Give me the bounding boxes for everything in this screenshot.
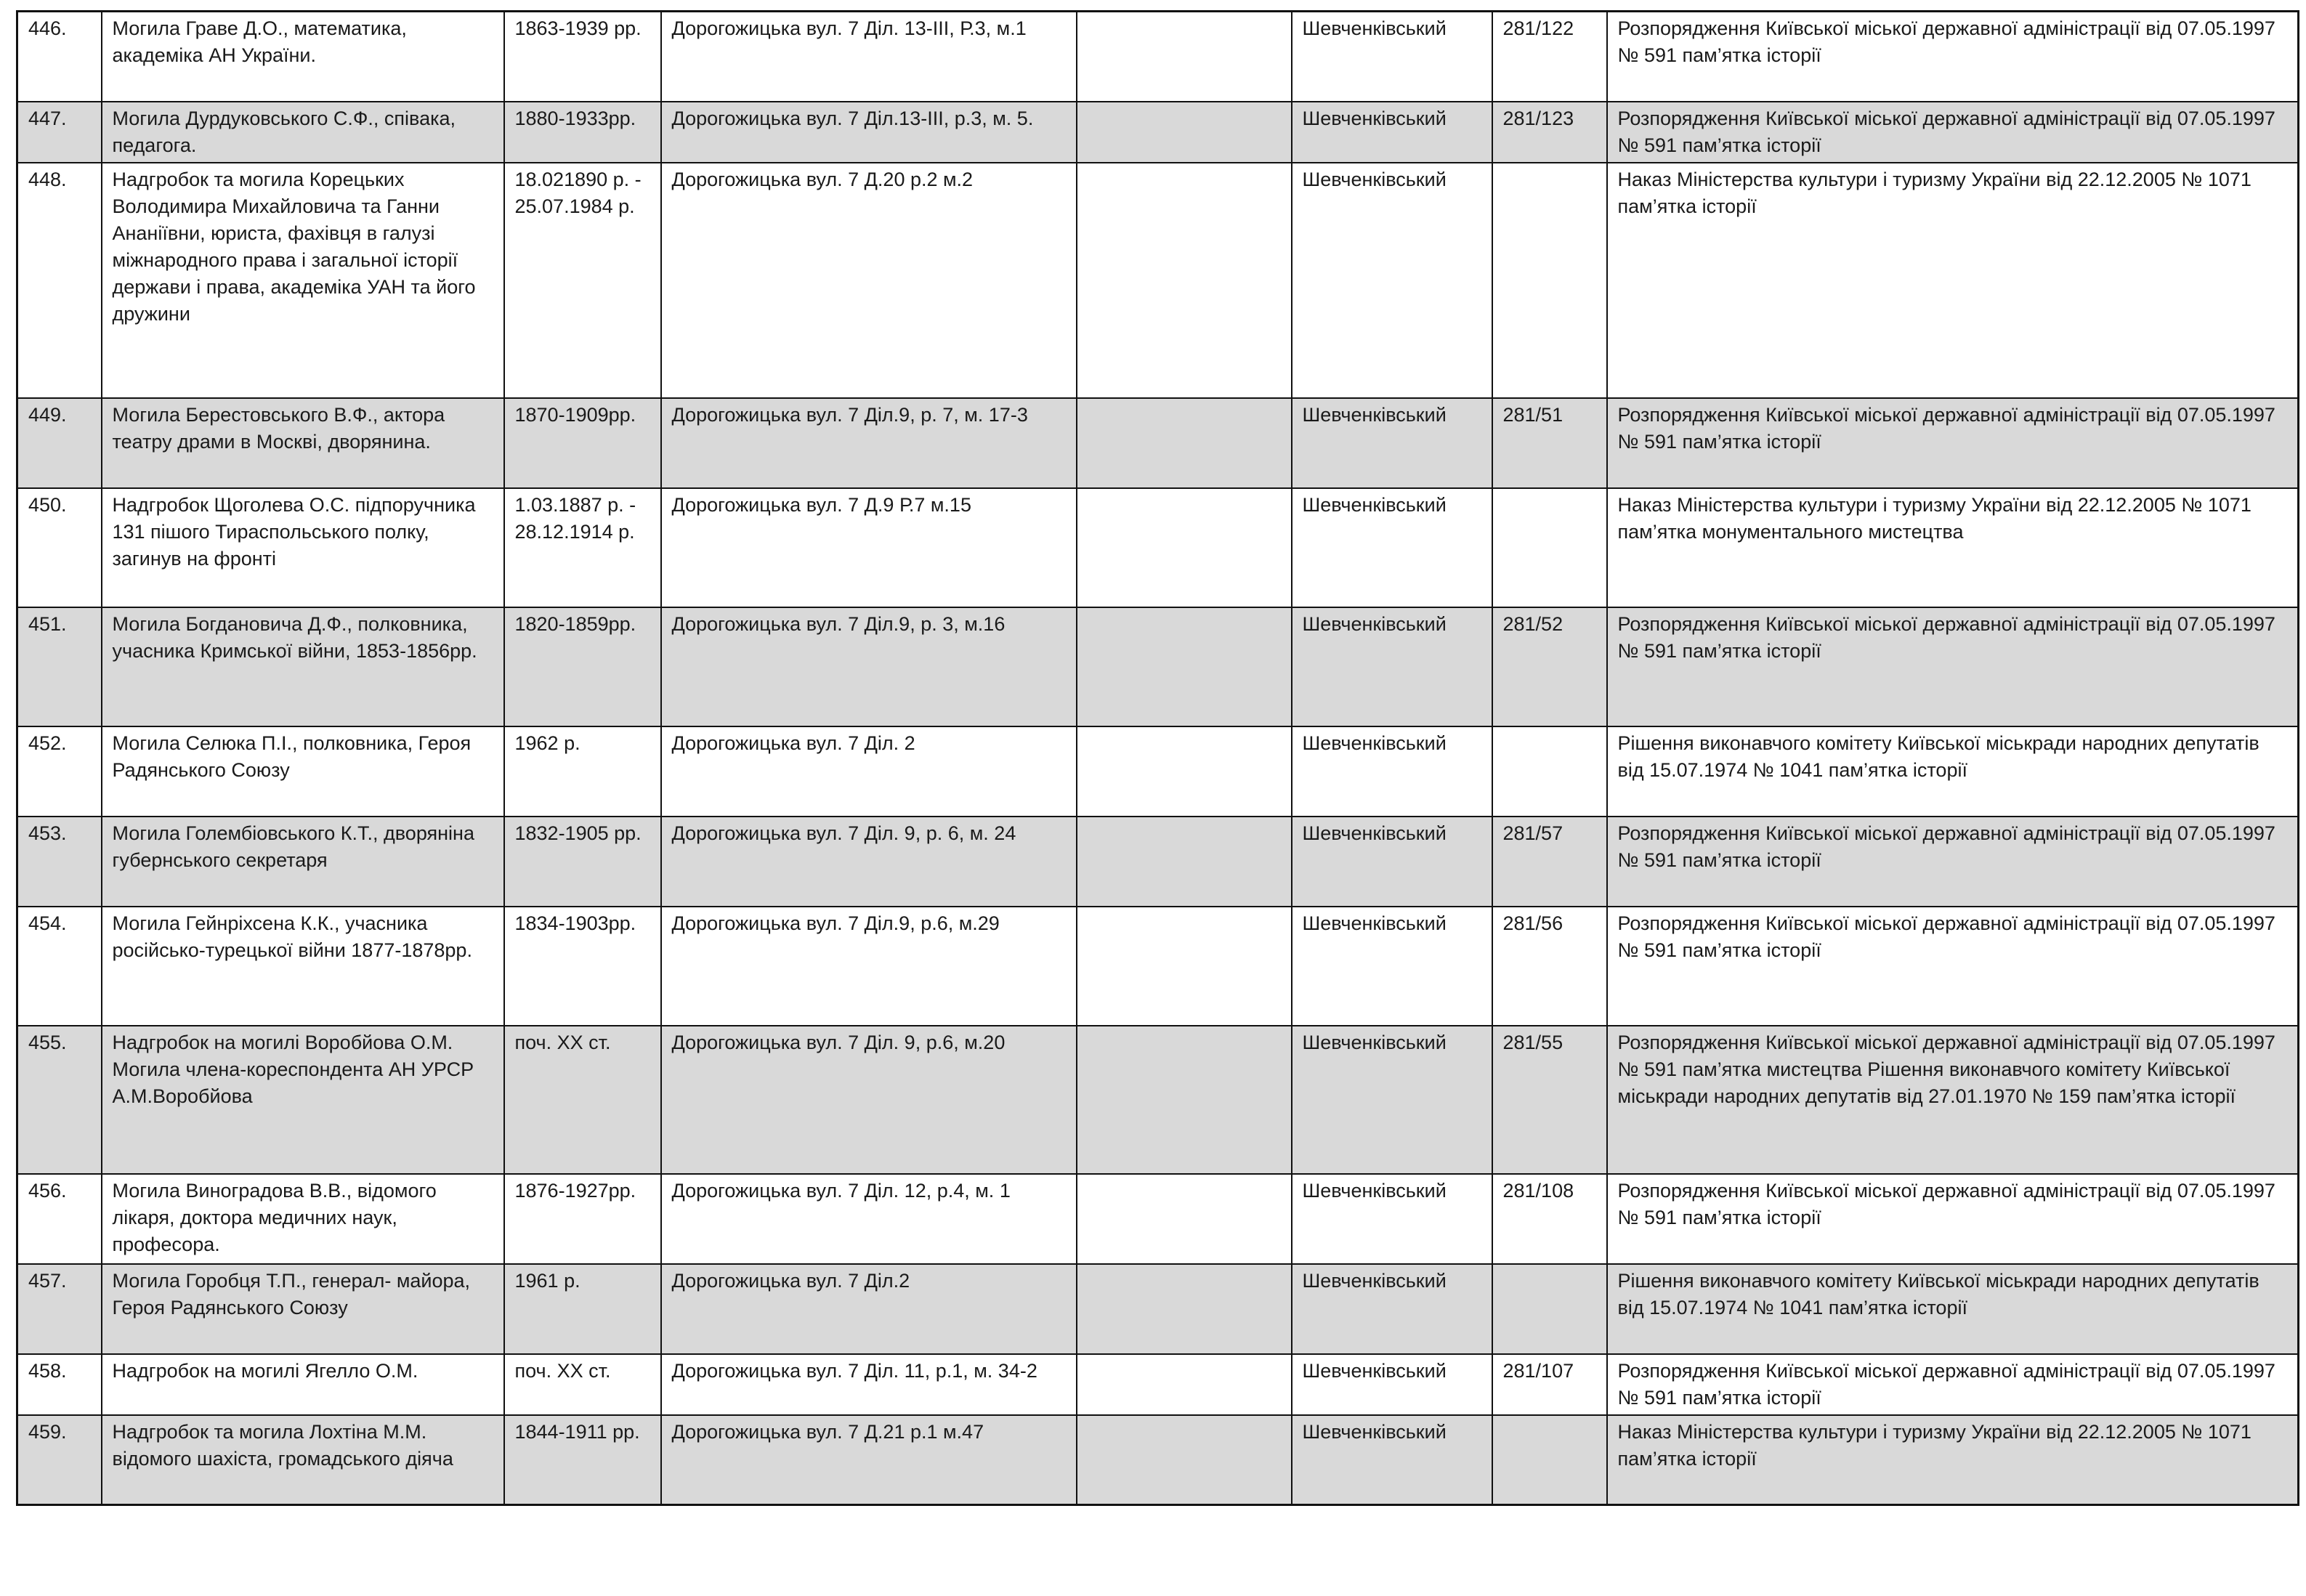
- table-row: [17, 163, 2299, 398]
- legal-document-cell: Розпорядження Київської міської державної адміністрації від 07.05.1997 № 591 пам’ятка історії: [1607, 398, 2299, 488]
- address-cell: Дорогожицька вул. 7 Діл.9, р. 7, м. 17-3: [661, 398, 1077, 488]
- registry-code-cell: 281/107: [1492, 1354, 1607, 1415]
- legal-document-cell: Розпорядження Київської міської державної адміністрації від 07.05.1997 № 591 пам’ятка історії: [1607, 907, 2299, 1026]
- district-cell: Шевченківський: [1292, 102, 1492, 163]
- dates-cell: 1876-1927рр.: [504, 1174, 661, 1264]
- table-row: [17, 102, 2299, 163]
- monuments-table-body: [17, 12, 2299, 1505]
- monument-name-cell: Могила Виноградова В.В., відомого лікаря, доктора медичних наук, професора.: [102, 1174, 504, 1264]
- dates-cell: 1863-1939 рр.: [504, 12, 661, 102]
- monument-name-cell: Надгробок Щоголева О.С. підпоручника 131 пішого Тираспольського полку, загинув на фронті: [102, 488, 504, 607]
- monument-name-cell: Надгробок на могилі Воробйова О.М. Могила члена-кореспондента АН УРСР А.М.Воробйова: [102, 1026, 504, 1174]
- empty-cell: [1077, 726, 1292, 817]
- address-cell: Дорогожицька вул. 7 Д.21 р.1 м.47: [661, 1415, 1077, 1505]
- monuments-table: [16, 10, 2299, 1506]
- legal-document-cell: Розпорядження Київської міської державної адміністрації від 07.05.1997 № 591 пам’ятка історії: [1607, 817, 2299, 907]
- dates-cell: 1961 р.: [504, 1264, 661, 1354]
- row-number-cell: 459.: [17, 1415, 102, 1505]
- table-row: [17, 817, 2299, 907]
- registry-code-cell: [1492, 1264, 1607, 1354]
- table-row: [17, 1026, 2299, 1174]
- dates-cell: 18.021890 р. - 25.07.1984 р.: [504, 163, 661, 398]
- monument-name-cell: Надгробок та могила Корецьких Володимира Михайловича та Ганни Ананіївни, юриста, фахівця в галузі міжнародного права і загальної історії держави і права, академіка УАН та його дружини: [102, 163, 504, 398]
- legal-document-cell: Наказ Міністерства культури і туризму України від 22.12.2005 № 1071 пам’ятка історії: [1607, 163, 2299, 398]
- empty-cell: [1077, 1264, 1292, 1354]
- monument-name-cell: Могила Голембіовського К.Т., дворяніна губернського секретаря: [102, 817, 504, 907]
- district-cell: Шевченківський: [1292, 1174, 1492, 1264]
- monument-name-cell: Могила Берестовського В.Ф., актора театру драми в Москві, дворянина.: [102, 398, 504, 488]
- dates-cell: 1834-1903рр.: [504, 907, 661, 1026]
- dates-cell: 1.03.1887 р. - 28.12.1914 р.: [504, 488, 661, 607]
- row-number-cell: 453.: [17, 817, 102, 907]
- district-cell: Шевченківський: [1292, 607, 1492, 726]
- address-cell: Дорогожицька вул. 7 Діл.2: [661, 1264, 1077, 1354]
- legal-document-cell: Розпорядження Київської міської державної адміністрації від 07.05.1997 № 591 пам’ятка історії: [1607, 1354, 2299, 1415]
- empty-cell: [1077, 817, 1292, 907]
- table-row: [17, 907, 2299, 1026]
- legal-document-cell: Розпорядження Київської міської державної адміністрації від 07.05.1997 № 591 пам’ятка історії: [1607, 607, 2299, 726]
- monument-name-cell: Могила Дурдуковського С.Ф., співака, педагога.: [102, 102, 504, 163]
- district-cell: Шевченківський: [1292, 817, 1492, 907]
- registry-code-cell: 281/55: [1492, 1026, 1607, 1174]
- district-cell: Шевченківський: [1292, 907, 1492, 1026]
- dates-cell: поч. ХХ ст.: [504, 1026, 661, 1174]
- district-cell: Шевченківський: [1292, 12, 1492, 102]
- legal-document-cell: Розпорядження Київської міської державної адміністрації від 07.05.1997 № 591 пам’ятка історії: [1607, 1174, 2299, 1264]
- monument-name-cell: Могила Граве Д.О., математика, академіка АН України.: [102, 12, 504, 102]
- dates-cell: 1880-1933рр.: [504, 102, 661, 163]
- empty-cell: [1077, 488, 1292, 607]
- empty-cell: [1077, 1174, 1292, 1264]
- district-cell: Шевченківський: [1292, 1026, 1492, 1174]
- monument-name-cell: Надгробок та могила Лохтіна М.М. відомого шахіста, громадського діяча: [102, 1415, 504, 1505]
- district-cell: Шевченківський: [1292, 163, 1492, 398]
- address-cell: Дорогожицька вул. 7 Діл.13-ІІІ, р.3, м. 5.: [661, 102, 1077, 163]
- row-number-cell: 449.: [17, 398, 102, 488]
- empty-cell: [1077, 163, 1292, 398]
- row-number-cell: 455.: [17, 1026, 102, 1174]
- row-number-cell: 447.: [17, 102, 102, 163]
- district-cell: Шевченківський: [1292, 398, 1492, 488]
- registry-code-cell: [1492, 488, 1607, 607]
- legal-document-cell: Наказ Міністерства культури і туризму України від 22.12.2005 № 1071 пам’ятка історії: [1607, 1415, 2299, 1505]
- registry-code-cell: 281/122: [1492, 12, 1607, 102]
- empty-cell: [1077, 398, 1292, 488]
- address-cell: Дорогожицька вул. 7 Діл. 9, р. 6, м. 24: [661, 817, 1077, 907]
- registry-code-cell: [1492, 726, 1607, 817]
- empty-cell: [1077, 1354, 1292, 1415]
- row-number-cell: 448.: [17, 163, 102, 398]
- legal-document-cell: Розпорядження Київської міської державної адміністрації від 07.05.1997 № 591 пам’ятка історії: [1607, 102, 2299, 163]
- table-row: [17, 1354, 2299, 1415]
- registry-code-cell: 281/51: [1492, 398, 1607, 488]
- address-cell: Дорогожицька вул. 7 Д.20 р.2 м.2: [661, 163, 1077, 398]
- table-row: [17, 607, 2299, 726]
- legal-document-cell: Рішення виконавчого комітету Київської міськради народних депутатів від 15.07.1974 № 1041 пам’ятка історії: [1607, 1264, 2299, 1354]
- table-row: [17, 12, 2299, 102]
- address-cell: Дорогожицька вул. 7 Діл. 2: [661, 726, 1077, 817]
- row-number-cell: 452.: [17, 726, 102, 817]
- empty-cell: [1077, 1026, 1292, 1174]
- empty-cell: [1077, 907, 1292, 1026]
- legal-document-cell: Розпорядження Київської міської державної адміністрації від 07.05.1997 № 591 пам’ятка історії: [1607, 12, 2299, 102]
- empty-cell: [1077, 1415, 1292, 1505]
- dates-cell: 1844-1911 рр.: [504, 1415, 661, 1505]
- table-row: [17, 726, 2299, 817]
- address-cell: Дорогожицька вул. 7 Діл.9, р.6, м.29: [661, 907, 1077, 1026]
- table-row: [17, 398, 2299, 488]
- empty-cell: [1077, 607, 1292, 726]
- row-number-cell: 451.: [17, 607, 102, 726]
- dates-cell: 1832-1905 рр.: [504, 817, 661, 907]
- table-row: [17, 1415, 2299, 1505]
- address-cell: Дорогожицька вул. 7 Діл. 11, р.1, м. 34-2: [661, 1354, 1077, 1415]
- monument-name-cell: Надгробок на могилі Ягелло О.М.: [102, 1354, 504, 1415]
- table-row: [17, 488, 2299, 607]
- address-cell: Дорогожицька вул. 7 Діл. 12, р.4, м. 1: [661, 1174, 1077, 1264]
- registry-code-cell: 281/52: [1492, 607, 1607, 726]
- monument-name-cell: Могила Гейнріхсена К.К., учасника російсько-турецької війни 1877-1878рр.: [102, 907, 504, 1026]
- monument-name-cell: Могила Селюка П.І., полковника, Героя Радянського Союзу: [102, 726, 504, 817]
- district-cell: Шевченківський: [1292, 1264, 1492, 1354]
- registry-code-cell: 281/57: [1492, 817, 1607, 907]
- address-cell: Дорогожицька вул. 7 Діл. 13-ІІІ, Р.3, м.1: [661, 12, 1077, 102]
- monument-name-cell: Могила Богдановича Д.Ф., полковника, учасника Кримської війни, 1853-1856рр.: [102, 607, 504, 726]
- dates-cell: 1870-1909рр.: [504, 398, 661, 488]
- district-cell: Шевченківський: [1292, 726, 1492, 817]
- row-number-cell: 456.: [17, 1174, 102, 1264]
- legal-document-cell: Наказ Міністерства культури і туризму України від 22.12.2005 № 1071 пам’ятка монументального мистецтва: [1607, 488, 2299, 607]
- registry-code-cell: [1492, 1415, 1607, 1505]
- address-cell: Дорогожицька вул. 7 Д.9 Р.7 м.15: [661, 488, 1077, 607]
- table-row: [17, 1264, 2299, 1354]
- registry-code-cell: [1492, 163, 1607, 398]
- empty-cell: [1077, 12, 1292, 102]
- dates-cell: 1820-1859рр.: [504, 607, 661, 726]
- row-number-cell: 458.: [17, 1354, 102, 1415]
- registry-code-cell: 281/123: [1492, 102, 1607, 163]
- legal-document-cell: Рішення виконавчого комітету Київської міськради народних депутатів від 15.07.1974 № 1041 пам’ятка історії: [1607, 726, 2299, 817]
- address-cell: Дорогожицька вул. 7 Діл. 9, р.6, м.20: [661, 1026, 1077, 1174]
- monument-name-cell: Могила Горобця Т.П., генерал- майора, Героя Радянського Союзу: [102, 1264, 504, 1354]
- dates-cell: поч. ХХ ст.: [504, 1354, 661, 1415]
- row-number-cell: 450.: [17, 488, 102, 607]
- empty-cell: [1077, 102, 1292, 163]
- district-cell: Шевченківський: [1292, 1415, 1492, 1505]
- row-number-cell: 454.: [17, 907, 102, 1026]
- district-cell: Шевченківський: [1292, 488, 1492, 607]
- row-number-cell: 457.: [17, 1264, 102, 1354]
- dates-cell: 1962 р.: [504, 726, 661, 817]
- district-cell: Шевченківський: [1292, 1354, 1492, 1415]
- legal-document-cell: Розпорядження Київської міської державної адміністрації від 07.05.1997 № 591 пам’ятка мистецтва Рішення виконавчого комітету Київської міськради народних депутатів від 27.01.1970 № 159 пам’ятка історії: [1607, 1026, 2299, 1174]
- row-number-cell: 446.: [17, 12, 102, 102]
- registry-code-cell: 281/108: [1492, 1174, 1607, 1264]
- table-row: [17, 1174, 2299, 1264]
- registry-code-cell: 281/56: [1492, 907, 1607, 1026]
- address-cell: Дорогожицька вул. 7 Діл.9, р. 3, м.16: [661, 607, 1077, 726]
